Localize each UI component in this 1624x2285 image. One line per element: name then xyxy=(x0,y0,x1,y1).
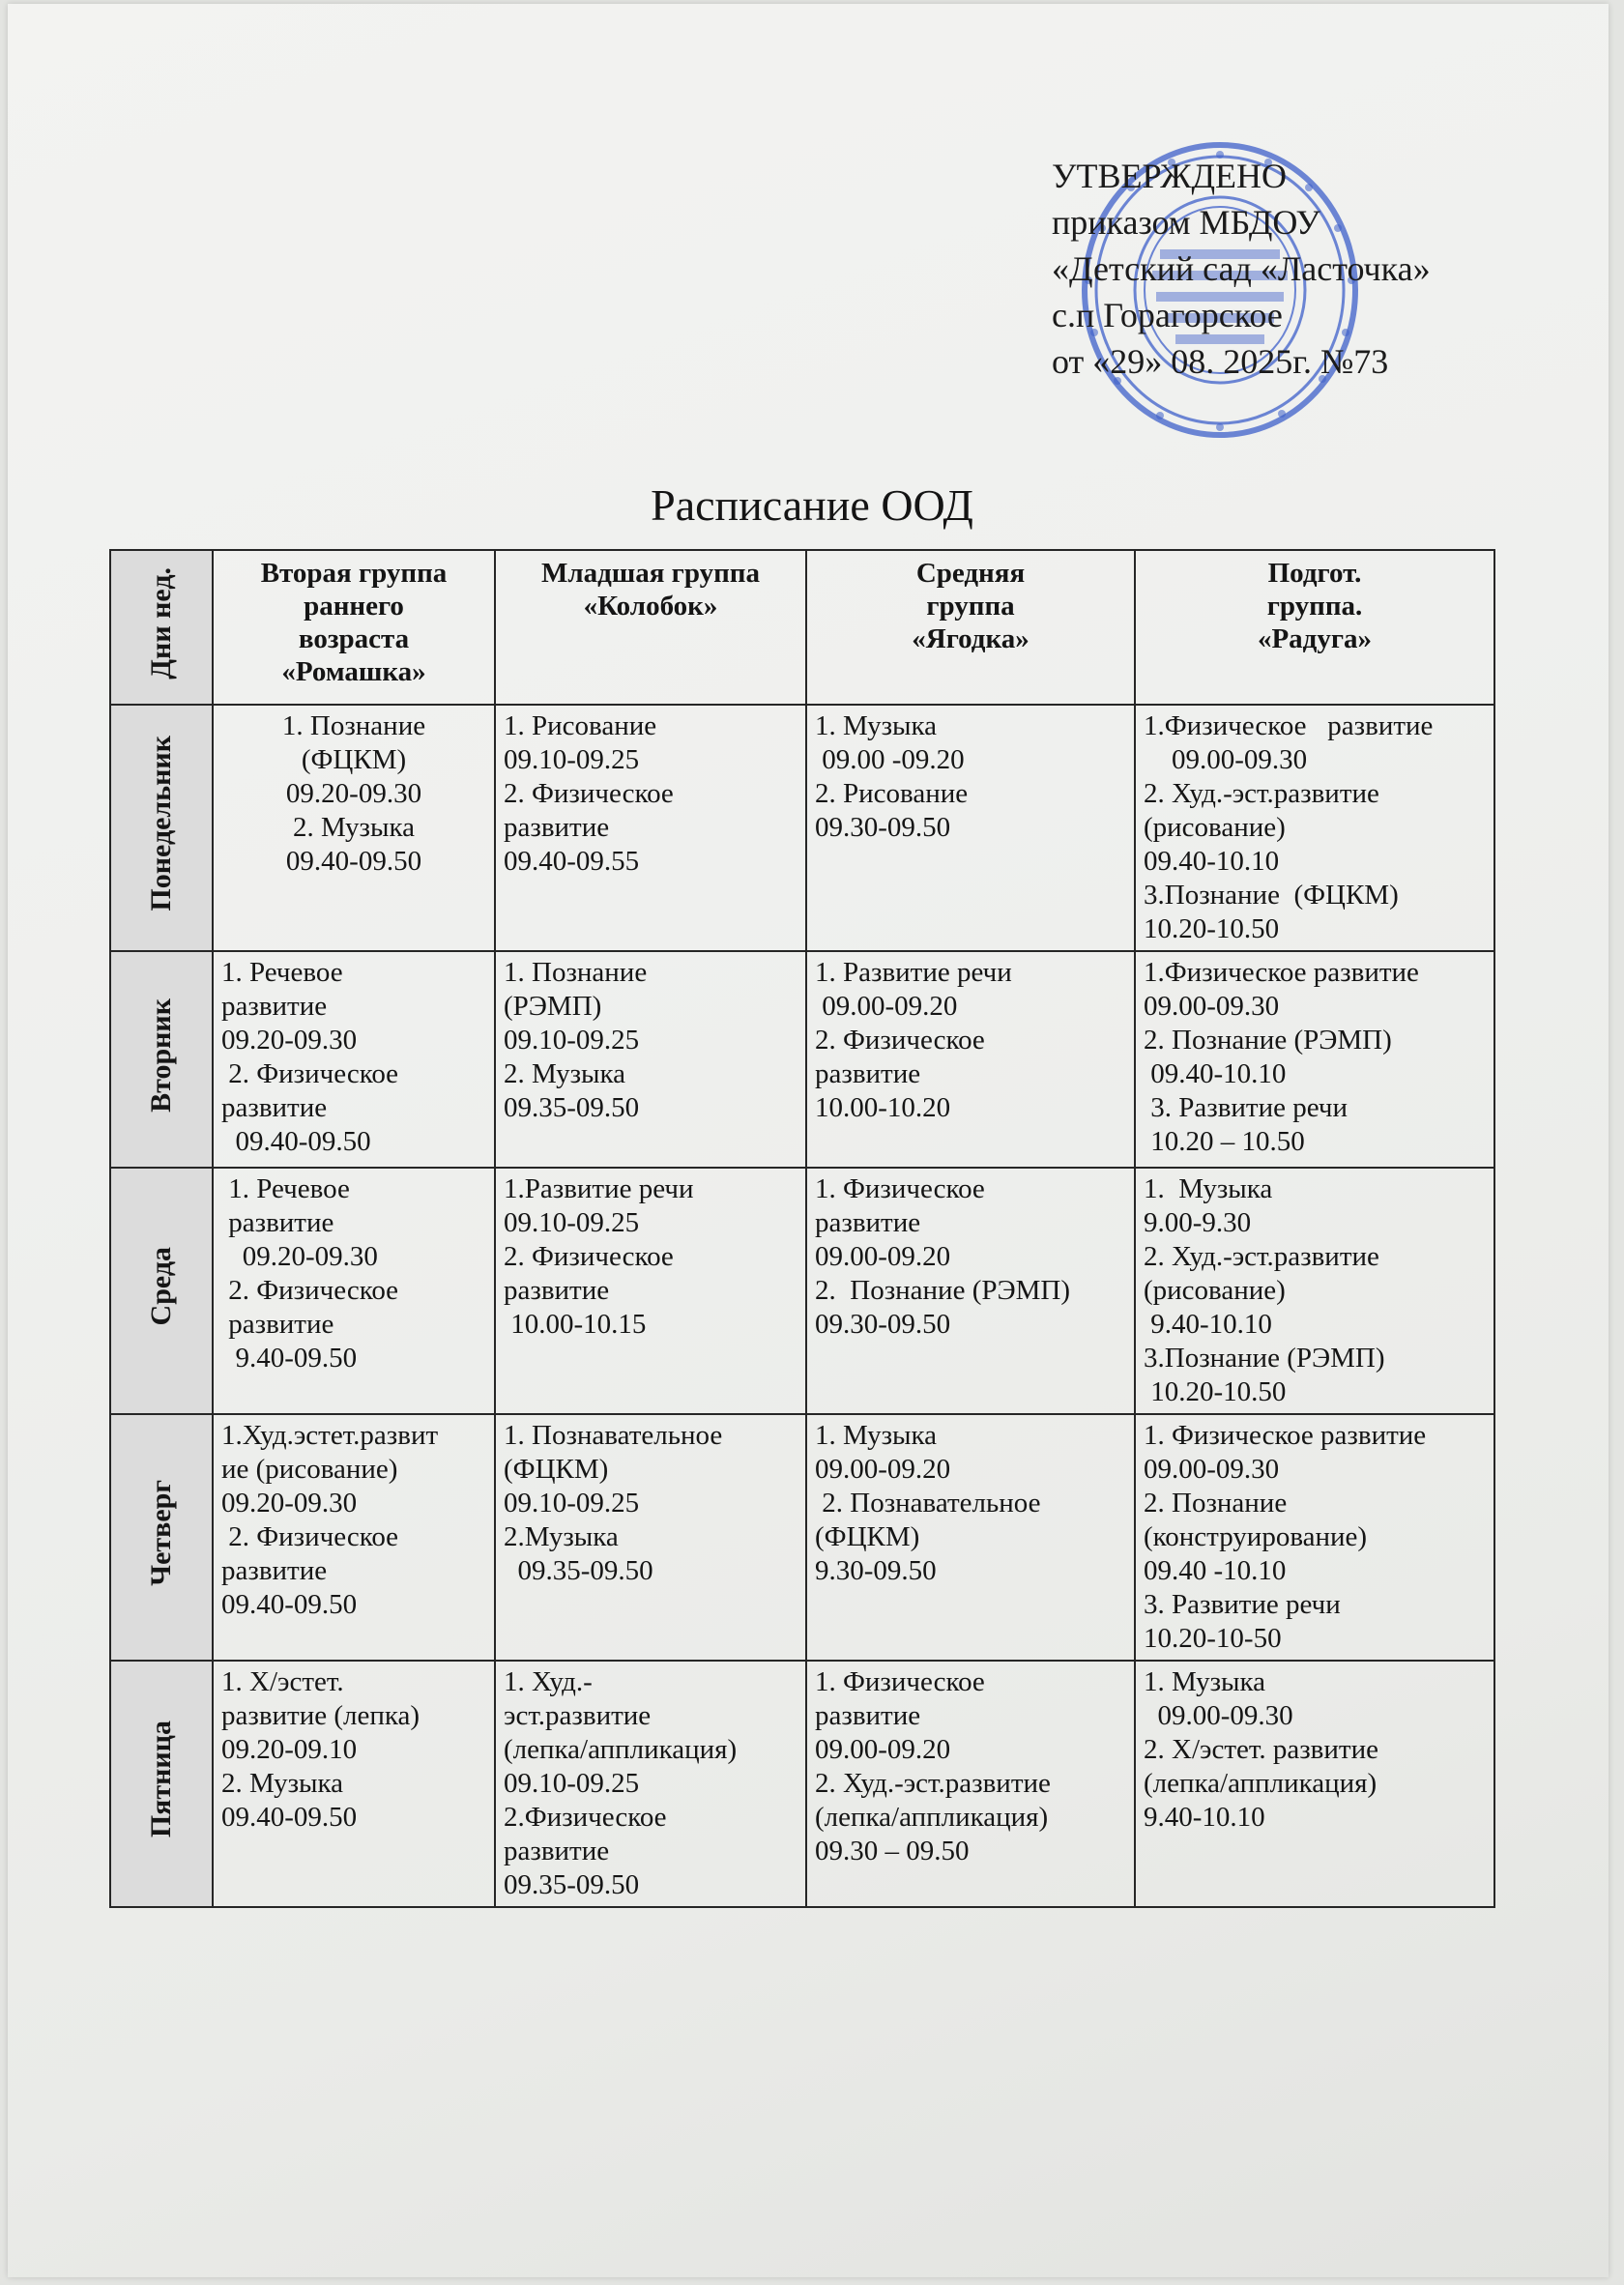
day-cell xyxy=(110,1168,213,1414)
approval-line: от «29» 08. 2025г. №73 xyxy=(1052,342,1389,381)
schedule-entry-line: 3.Познание (РЭМП) xyxy=(1144,1343,1385,1374)
schedule-entry-line: 1.Физическое развитие xyxy=(1144,957,1419,988)
schedule-cell xyxy=(495,1661,806,1907)
schedule-entry-line: 09.40-10.10 xyxy=(1144,1058,1287,1089)
schedule-entry-line: 2. Музыка xyxy=(292,812,416,843)
schedule-entry-line: 09.30-09.50 xyxy=(815,1309,951,1340)
schedule-entry-line: 1. Рисование xyxy=(504,710,657,741)
schedule-entry-line: 1. Музыка xyxy=(815,710,938,741)
schedule-cell xyxy=(1135,1168,1494,1414)
schedule-entry-line: 2. Рисование xyxy=(815,778,969,809)
schedule-entry-line: (ФЦКМ) xyxy=(815,1521,920,1552)
schedule-entry-line: 2. Познавательное xyxy=(815,1488,1041,1519)
schedule-entry-line: 10.20-10.50 xyxy=(1144,1376,1287,1407)
schedule-entry-line: 2. Физическое xyxy=(221,1275,399,1306)
schedule-entry-line: 10.20-10.50 xyxy=(1144,913,1280,944)
schedule-entry-line: 09.40-09.50 xyxy=(221,1802,358,1833)
schedule-entry-line: 9.40-10.10 xyxy=(1144,1309,1272,1340)
schedule-table xyxy=(109,549,1495,1908)
schedule-entry-line: 2. Познание (РЭМП) xyxy=(815,1275,1071,1306)
schedule-entry-line: 1. Познание xyxy=(281,710,426,741)
schedule-entry-line: развитие xyxy=(221,991,328,1022)
page-title: Расписание ООД xyxy=(651,480,973,530)
schedule-entry-line: 1.Худ.эстет.развит xyxy=(221,1420,439,1451)
approval-block xyxy=(1052,153,1593,385)
schedule-entry-line: (ФЦКМ) xyxy=(504,1454,609,1485)
schedule-entry-line: развитие xyxy=(504,1275,610,1306)
schedule-entry-line: 09.20-09.30 xyxy=(285,778,422,809)
day-label: Вторник xyxy=(145,998,177,1113)
schedule-cell xyxy=(213,705,495,951)
schedule-entry-line: 3. Развитие речи xyxy=(1144,1589,1341,1620)
schedule-entry-line: 2. Худ.-эст.развитие xyxy=(1144,1241,1379,1272)
schedule-cell xyxy=(806,1414,1135,1661)
group-header-yagodka: Средняя группа «Ягодка» xyxy=(806,550,1135,705)
schedule-entry-line: 10.20 – 10.50 xyxy=(1144,1126,1305,1157)
schedule-entry-line: 2. Физическое xyxy=(504,778,674,809)
schedule-entry-line: 10.00-10.15 xyxy=(504,1309,647,1340)
schedule-entry-line: 09.00-09.20 xyxy=(815,1454,951,1485)
schedule-entry-line: ие (рисование) xyxy=(221,1454,398,1485)
table-row xyxy=(110,1414,1494,1661)
schedule-entry-line: 09.10-09.25 xyxy=(504,1768,640,1799)
day-label: Четверг xyxy=(145,1480,177,1586)
schedule-entry-line: 10.20-10-50 xyxy=(1144,1623,1282,1654)
schedule-entry-line: 09.40 -10.10 xyxy=(1144,1555,1287,1586)
schedule-entry-line: развитие xyxy=(221,1555,328,1586)
schedule-entry-line: (ФЦКМ) xyxy=(301,744,407,775)
schedule-entry-line: развитие xyxy=(815,1700,921,1731)
schedule-entry-line: 09.00-09.30 xyxy=(1144,744,1308,775)
day-cell xyxy=(110,1661,213,1907)
schedule-entry-line: 09.00-09.30 xyxy=(1144,1700,1293,1731)
schedule-cell xyxy=(806,1661,1135,1907)
schedule-entry-line: (РЭМП) xyxy=(504,991,602,1022)
schedule-cell xyxy=(806,951,1135,1168)
schedule-entry-line: 3.Познание (ФЦКМ) xyxy=(1144,880,1399,911)
schedule-entry-line: 2. Худ.-эст.развитие xyxy=(1144,778,1379,809)
schedule-entry-line: 2. Физическое xyxy=(221,1058,399,1089)
schedule-entry-line: 09.00-09.20 xyxy=(815,991,958,1022)
schedule-entry-line: 2.Музыка xyxy=(504,1521,619,1552)
schedule-cell xyxy=(1135,1661,1494,1907)
schedule-entry-line: 9.30-09.50 xyxy=(815,1555,937,1586)
schedule-entry-line: развитие xyxy=(221,1207,334,1238)
table-row xyxy=(110,1168,1494,1414)
schedule-entry-line: 09.00-09.20 xyxy=(815,1241,951,1272)
schedule-entry-line: 1. Музыка xyxy=(1144,1666,1266,1697)
schedule-entry-line: 2.Физическое xyxy=(504,1802,667,1833)
schedule-cell xyxy=(1135,1414,1494,1661)
schedule-entry-line: 10.00-10.20 xyxy=(815,1092,951,1123)
schedule-entry-line: 09.00 -09.20 xyxy=(815,744,965,775)
schedule-entry-line: 2. Познание (РЭМП) xyxy=(1144,1025,1392,1056)
schedule-entry-line: 09.10-09.25 xyxy=(504,1207,640,1238)
day-label: Среда xyxy=(145,1247,177,1326)
schedule-cell xyxy=(495,705,806,951)
day-column-header: Дни нед. xyxy=(110,550,213,705)
approval-line: приказом МБДОУ xyxy=(1052,203,1320,242)
schedule-entry-line: 09.20-09.10 xyxy=(221,1734,358,1765)
schedule-entry-line: 1. Музыка xyxy=(815,1420,938,1451)
schedule-entry-line: 1.Физическое развитие xyxy=(1144,710,1434,741)
group-header-kolobok: Младшая группа «Колобок» xyxy=(495,550,806,705)
schedule-entry-line: 1. Музыка xyxy=(1144,1173,1273,1204)
group-header-romashka: Вторая группа раннего возраста «Ромашка» xyxy=(213,550,495,705)
schedule-entry-line: 1. Развитие речи xyxy=(815,957,1012,988)
schedule-entry-line: (конструирование) xyxy=(1144,1521,1368,1552)
schedule-entry-line: эст.развитие xyxy=(504,1700,652,1731)
schedule-entry-line: 3. Развитие речи xyxy=(1144,1092,1348,1123)
table-row xyxy=(110,951,1494,1168)
schedule-entry-line: 09.10-09.25 xyxy=(504,1488,640,1519)
schedule-cell xyxy=(1135,951,1494,1168)
schedule-entry-line: (рисование) xyxy=(1144,1275,1286,1306)
schedule-entry-line: развитие xyxy=(815,1207,921,1238)
schedule-entry-line: 09.40-10.10 xyxy=(1144,846,1280,877)
schedule-entry-line: развитие xyxy=(815,1058,921,1089)
schedule-entry-line: (лепка/аппликация) xyxy=(815,1802,1049,1833)
schedule-entry-line: 2. Музыка xyxy=(221,1768,344,1799)
schedule-entry-line: 2. Худ.-эст.развитие xyxy=(815,1768,1051,1799)
schedule-entry-line: 2. Физическое xyxy=(815,1025,985,1056)
approval-line: с.п Горагорское xyxy=(1052,296,1283,334)
schedule-entry-line: 09.40-09.55 xyxy=(504,846,640,877)
schedule-cell xyxy=(806,1168,1135,1414)
schedule-entry-line: 1. Физическое xyxy=(815,1666,985,1697)
day-cell xyxy=(110,705,213,951)
schedule-entry-line: 09.00-09.30 xyxy=(1144,1454,1280,1485)
schedule-entry-line: 2. Познание xyxy=(1144,1488,1288,1519)
schedule-cell xyxy=(495,951,806,1168)
schedule-cell xyxy=(495,1168,806,1414)
schedule-body xyxy=(110,705,1494,1907)
schedule-entry-line: 2. Физическое xyxy=(221,1521,399,1552)
schedule-entry-line: (лепка/аппликация) xyxy=(1144,1768,1378,1799)
table-row xyxy=(110,705,1494,951)
schedule-entry-line: 1.Развитие речи xyxy=(504,1173,694,1204)
schedule-entry-line: 09.20-09.30 xyxy=(221,1025,358,1056)
schedule-entry-line: 1. Х/эстет. xyxy=(221,1666,344,1697)
schedule-cell xyxy=(213,1414,495,1661)
schedule-entry-line: 2. Музыка xyxy=(504,1058,626,1089)
schedule-entry-line: 09.20-09.30 xyxy=(221,1241,378,1272)
schedule-entry-line: 09.30 – 09.50 xyxy=(815,1836,970,1866)
table-row xyxy=(110,1661,1494,1907)
schedule-cell xyxy=(1135,705,1494,951)
schedule-entry-line: 1. Физическое развитие xyxy=(1144,1420,1427,1451)
schedule-entry-line: (лепка/аппликация) xyxy=(504,1734,738,1765)
schedule-entry-line: 1. Худ.- xyxy=(504,1666,593,1697)
schedule-entry-line: 09.35-09.50 xyxy=(504,1555,653,1586)
schedule-cell xyxy=(806,705,1135,951)
table-header-row xyxy=(110,550,1494,705)
day-cell xyxy=(110,1414,213,1661)
schedule-entry-line: 09.35-09.50 xyxy=(504,1869,640,1900)
schedule-cell xyxy=(213,1168,495,1414)
schedule-entry-line: 09.10-09.25 xyxy=(504,1025,640,1056)
day-label: Пятница xyxy=(145,1721,177,1838)
group-header-raduga: Подгот. группа. «Радуга» xyxy=(1135,550,1494,705)
schedule-entry-line: 09.00-09.30 xyxy=(1144,991,1280,1022)
approval-line: УТВЕРЖДЕНО xyxy=(1052,157,1288,195)
schedule-entry-line: 09.40-09.50 xyxy=(285,846,422,877)
schedule-entry-line: 09.10-09.25 xyxy=(504,744,640,775)
schedule-entry-line: 09.00-09.20 xyxy=(815,1734,951,1765)
schedule-entry-line: 1. Речевое xyxy=(221,1173,350,1204)
schedule-entry-line: развитие xyxy=(221,1092,328,1123)
schedule-entry-line: 9.00-9.30 xyxy=(1144,1207,1252,1238)
schedule-entry-line: 9.40-10.10 xyxy=(1144,1802,1265,1833)
schedule-entry-line: 1. Познание xyxy=(504,957,648,988)
schedule-entry-line: 9.40-09.50 xyxy=(221,1343,358,1374)
schedule-entry-line: развитие xyxy=(221,1309,334,1340)
schedule-entry-line: 09.40-09.50 xyxy=(221,1126,371,1157)
day-label: Понедельник xyxy=(145,736,177,911)
schedule-entry-line: 09.30-09.50 xyxy=(815,812,951,843)
schedule-entry-line: 1. Физическое xyxy=(815,1173,985,1204)
schedule-entry-line: развитие xyxy=(504,1836,610,1866)
day-cell xyxy=(110,951,213,1168)
schedule-cell xyxy=(495,1414,806,1661)
schedule-cell xyxy=(213,951,495,1168)
schedule-entry-line: 09.20-09.30 xyxy=(221,1488,358,1519)
schedule-entry-line: 2. Физическое xyxy=(504,1241,674,1272)
schedule-entry-line: 09.35-09.50 xyxy=(504,1092,640,1123)
schedule-entry-line: (рисование) xyxy=(1144,812,1286,843)
schedule-entry-line: развитие xyxy=(504,812,610,843)
approval-line: «Детский сад «Ласточка» xyxy=(1052,249,1431,288)
schedule-entry-line: развитие (лепка) xyxy=(221,1700,420,1731)
schedule-cell xyxy=(213,1661,495,1907)
schedule-entry-line: 1. Познавательное xyxy=(504,1420,723,1451)
schedule-entry-line: 1. Речевое xyxy=(221,957,343,988)
schedule-entry-line: 09.40-09.50 xyxy=(221,1589,358,1620)
schedule-entry-line: 2. Х/эстет. развитие xyxy=(1144,1734,1378,1765)
